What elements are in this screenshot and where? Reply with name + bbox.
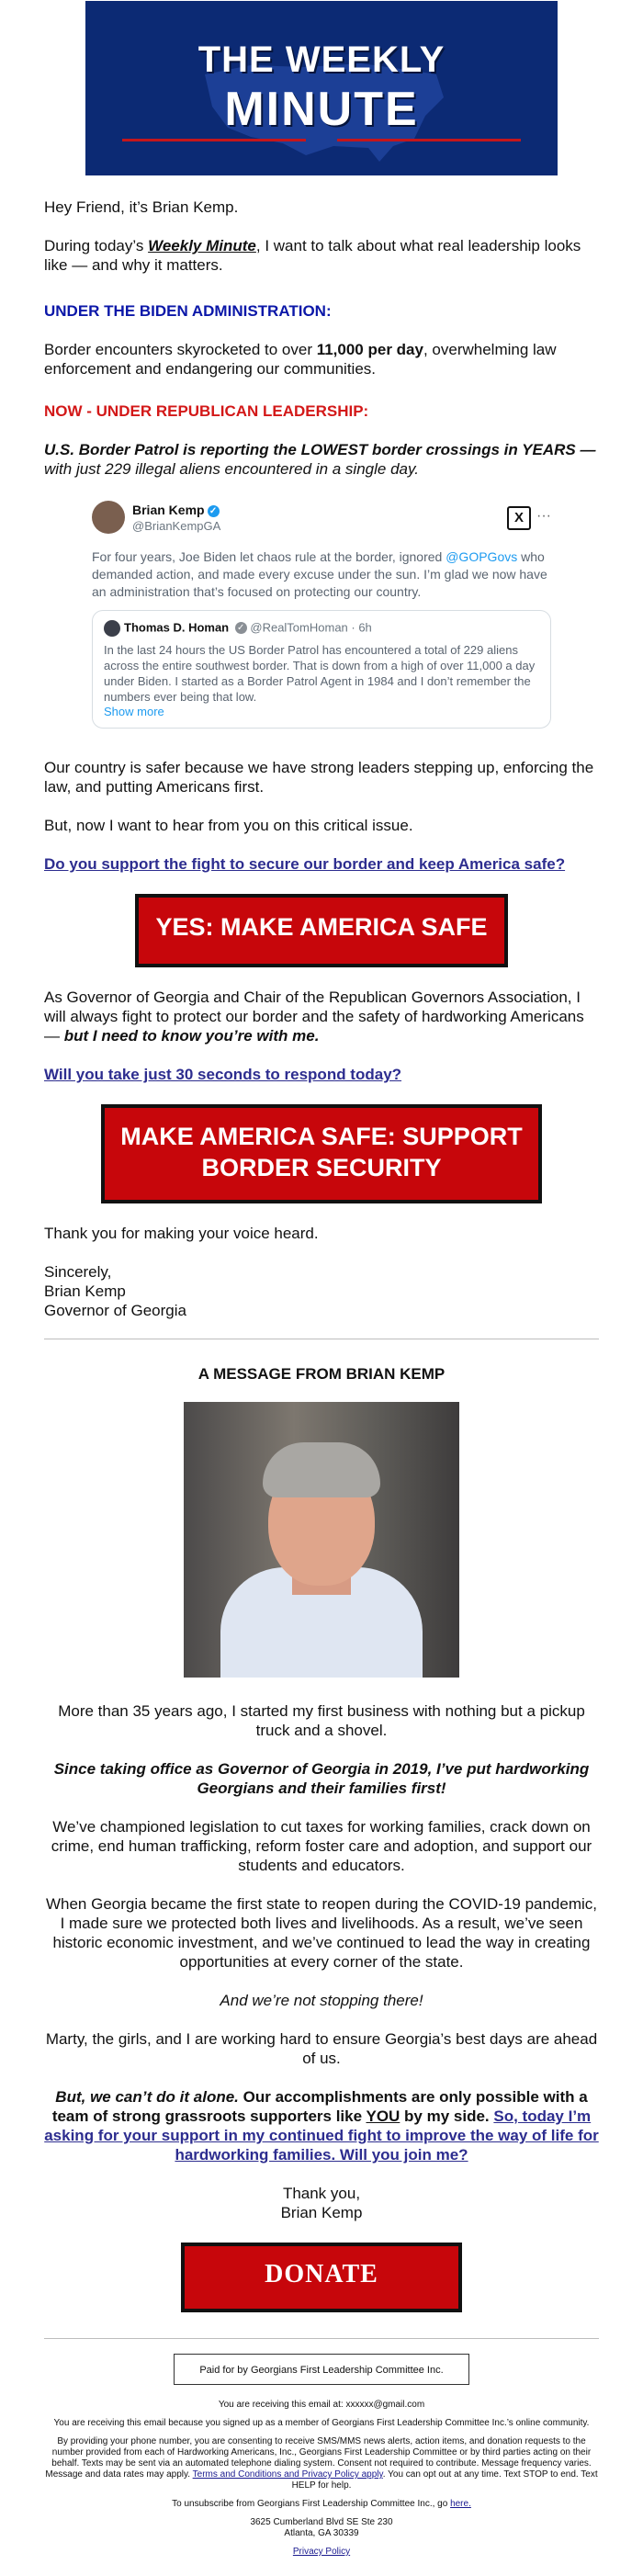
support-border-link[interactable]: Do you support the fight to secure our border and keep America safe?: [44, 855, 566, 873]
address-line-2: Atlanta, GA 30339: [284, 2528, 359, 2538]
x-logo-icon[interactable]: X: [507, 506, 531, 530]
republican-heading: NOW - UNDER REPUBLICAN LEADERSHIP:: [44, 402, 369, 420]
tweet-header: [92, 501, 551, 537]
brian-kemp-photo: [184, 1402, 459, 1678]
email-body: [44, 0, 599, 2576]
quoted-tweet-text: In the last 24 hours the US Border Patrol has encountered a total of 229 aliens across the entire southwest border. That is down from a high of over 11,000 a day under Biden. I started as a Border Patrol Agent in 1984 and I don’t remember the numbers ever being that low.: [104, 643, 536, 704]
hear-from-you-paragraph: But, now I want to hear from you on this critical issue.: [44, 817, 413, 834]
tweet-author-name: Brian Kemp: [132, 503, 205, 517]
quoted-tweet-author: Thomas D. Homan: [124, 620, 230, 635]
embedded-tweet[interactable]: [92, 501, 551, 729]
join-me-paragraph: But, we can’t do it alone. Our accomplishments are only possible with a team of strong grassroots supporters like YOU by my side. So, today I’m asking for your support in my continued fight to improve the way of life for hardworking families. Will you join me?: [44, 2088, 599, 2164]
signature-sincerely: Sincerely,: [44, 1263, 112, 1281]
address-line-1: 3625 Cumberland Blvd SE Ste 230: [250, 2517, 393, 2527]
quoted-tweet-meta: @RealTomHoman · 6h: [250, 620, 372, 635]
thank-you-paragraph: Thank you for making your voice heard.: [44, 1225, 319, 1242]
signature-title: Governor of Georgia: [44, 1302, 186, 1319]
thirty-seconds-link[interactable]: Will you take just 30 seconds to respond today?: [44, 1066, 402, 1083]
verified-badge-icon: ✓: [208, 505, 220, 517]
legislation-paragraph: We’ve championed legislation to cut taxes for working families, crack down on crime, end human trafficking, reform foster care and adoption, and support our students and educators.: [51, 1818, 592, 1874]
signature-name: Brian Kemp: [44, 1282, 126, 1300]
make-america-safe-button[interactable]: YES: MAKE AMERICA SAFE: [135, 894, 508, 967]
tweet-text: For four years, Joe Biden let chaos rule at the border, ignored @GOPGovs who demanded action, and made every excuse under the sun. I’m glad we now have an administration that’s focused on protecting our country.: [92, 549, 547, 599]
intro-paragraph: During today’s Weekly Minute, I want to talk about what real leadership looks like — and why it matters.: [44, 237, 581, 274]
email-address-line: You are receiving this email at: xxxxxx@gmail.com: [218, 2400, 425, 2410]
tweet-mention-link[interactable]: @GOPGovs: [446, 549, 518, 564]
governor-paragraph: As Governor of Georgia and Chair of the Republican Governors Association, I will always fight to protect our border and the safety of hardworking Americans — but I need to know you’re with me.: [44, 989, 584, 1045]
weekly-minute-emphasis: Weekly Minute: [148, 237, 256, 254]
banner-rule-left: [122, 139, 306, 141]
family-paragraph: Marty, the girls, and I are working hard to ensure Georgia’s best days are ahead of us.: [45, 2030, 598, 2067]
banner-rule-right: [337, 139, 521, 141]
more-options-icon[interactable]: ···: [536, 508, 551, 524]
greeting: Hey Friend, it’s Brian Kemp.: [44, 198, 239, 216]
unsubscribe-line: To unsubscribe from Georgians First Leadership Committee Inc., go here.: [172, 2499, 471, 2509]
weekly-minute-banner: [85, 1, 558, 175]
banner-title-line2: MINUTE: [224, 83, 419, 136]
show-more-link[interactable]: Show more: [104, 705, 164, 718]
unsubscribe-link[interactable]: here.: [450, 2499, 471, 2509]
country-safer-paragraph: Our country is safer because we have strong leaders stepping up, enforcing the law, and putting Americans first.: [44, 759, 594, 796]
join-me-link[interactable]: So, today I’m asking for your support in my continued fight to improve the way of life for hardworking families. Will you join me?: [44, 2107, 599, 2164]
support-border-security-button[interactable]: MAKE AMERICA SAFE: SUPPORT BORDER SECURITY: [101, 1104, 542, 1203]
paid-for-disclaimer: Paid for by Georgians First Leadership Committee Inc.: [174, 2354, 469, 2385]
tweet-author-handle: @BrianKempGA: [132, 519, 221, 533]
terms-privacy-link[interactable]: Terms and Conditions and Privacy Policy apply: [192, 2469, 383, 2480]
privacy-policy-link[interactable]: Privacy Policy: [292, 2547, 351, 2557]
not-stopping-paragraph: And we’re not stopping there!: [220, 1992, 423, 2009]
quoted-tweet[interactable]: [92, 610, 551, 729]
biden-heading: UNDER THE BIDEN ADMINISTRATION:: [44, 302, 332, 320]
quoted-tweet-avatar: [104, 620, 120, 637]
closing-name: Brian Kemp: [280, 2204, 363, 2221]
first-business-paragraph: More than 35 years ago, I started my first business with nothing but a pickup truck and a shovel.: [58, 1702, 585, 1739]
signup-reason-line: You are receiving this email because you signed up as a member of Georgians First Leadership Committee Inc.’s online community.: [53, 2418, 590, 2428]
verified-badge-icon: ✓: [235, 622, 247, 634]
banner-title-line1: THE WEEKLY: [197, 40, 446, 80]
border-patrol-paragraph: U.S. Border Patrol is reporting the LOWEST border crossings in YEARS — with just 229 illegal aliens encountered in a single day.: [44, 441, 596, 478]
sms-consent-text: By providing your phone number, you are consenting to receive SMS/MMS news alerts, action items, and donation requests to the number provided from each of Hardworking Americans, Inc., Georgians First Leadership Committee or by third parties acting on their behalf. Texts may be sent via an automated telephone dialing system. Consent not required to contribute. Message frequency varies. Message and data rates may apply. Terms and Conditions and Privacy Policy apply. You can opt out at any time. Text STOP to end. Text HELP for help.: [45, 2436, 598, 2491]
covid-paragraph: When Georgia became the first state to reopen during the COVID-19 pandemic, I made sure we protected both lives and livelihoods. As a result, we’ve seen historic economic investment, and we’ve continued to lead the way in creating opportunities at every corner of the state.: [45, 1895, 598, 1971]
tweet-avatar: [92, 501, 125, 534]
message-title: A MESSAGE FROM BRIAN KEMP: [197, 1365, 446, 1383]
biden-paragraph: Border encounters skyrocketed to over 11,000 per day, overwhelming law enforcement and endangering our communities.: [44, 341, 557, 378]
donate-button[interactable]: DONATE: [181, 2243, 462, 2312]
since-taking-office-paragraph: Since taking office as Governor of Georgia in 2019, I’ve put hardworking Georgians and their families first!: [53, 1760, 590, 1797]
closing-thank-you: Thank you,: [282, 2185, 361, 2202]
